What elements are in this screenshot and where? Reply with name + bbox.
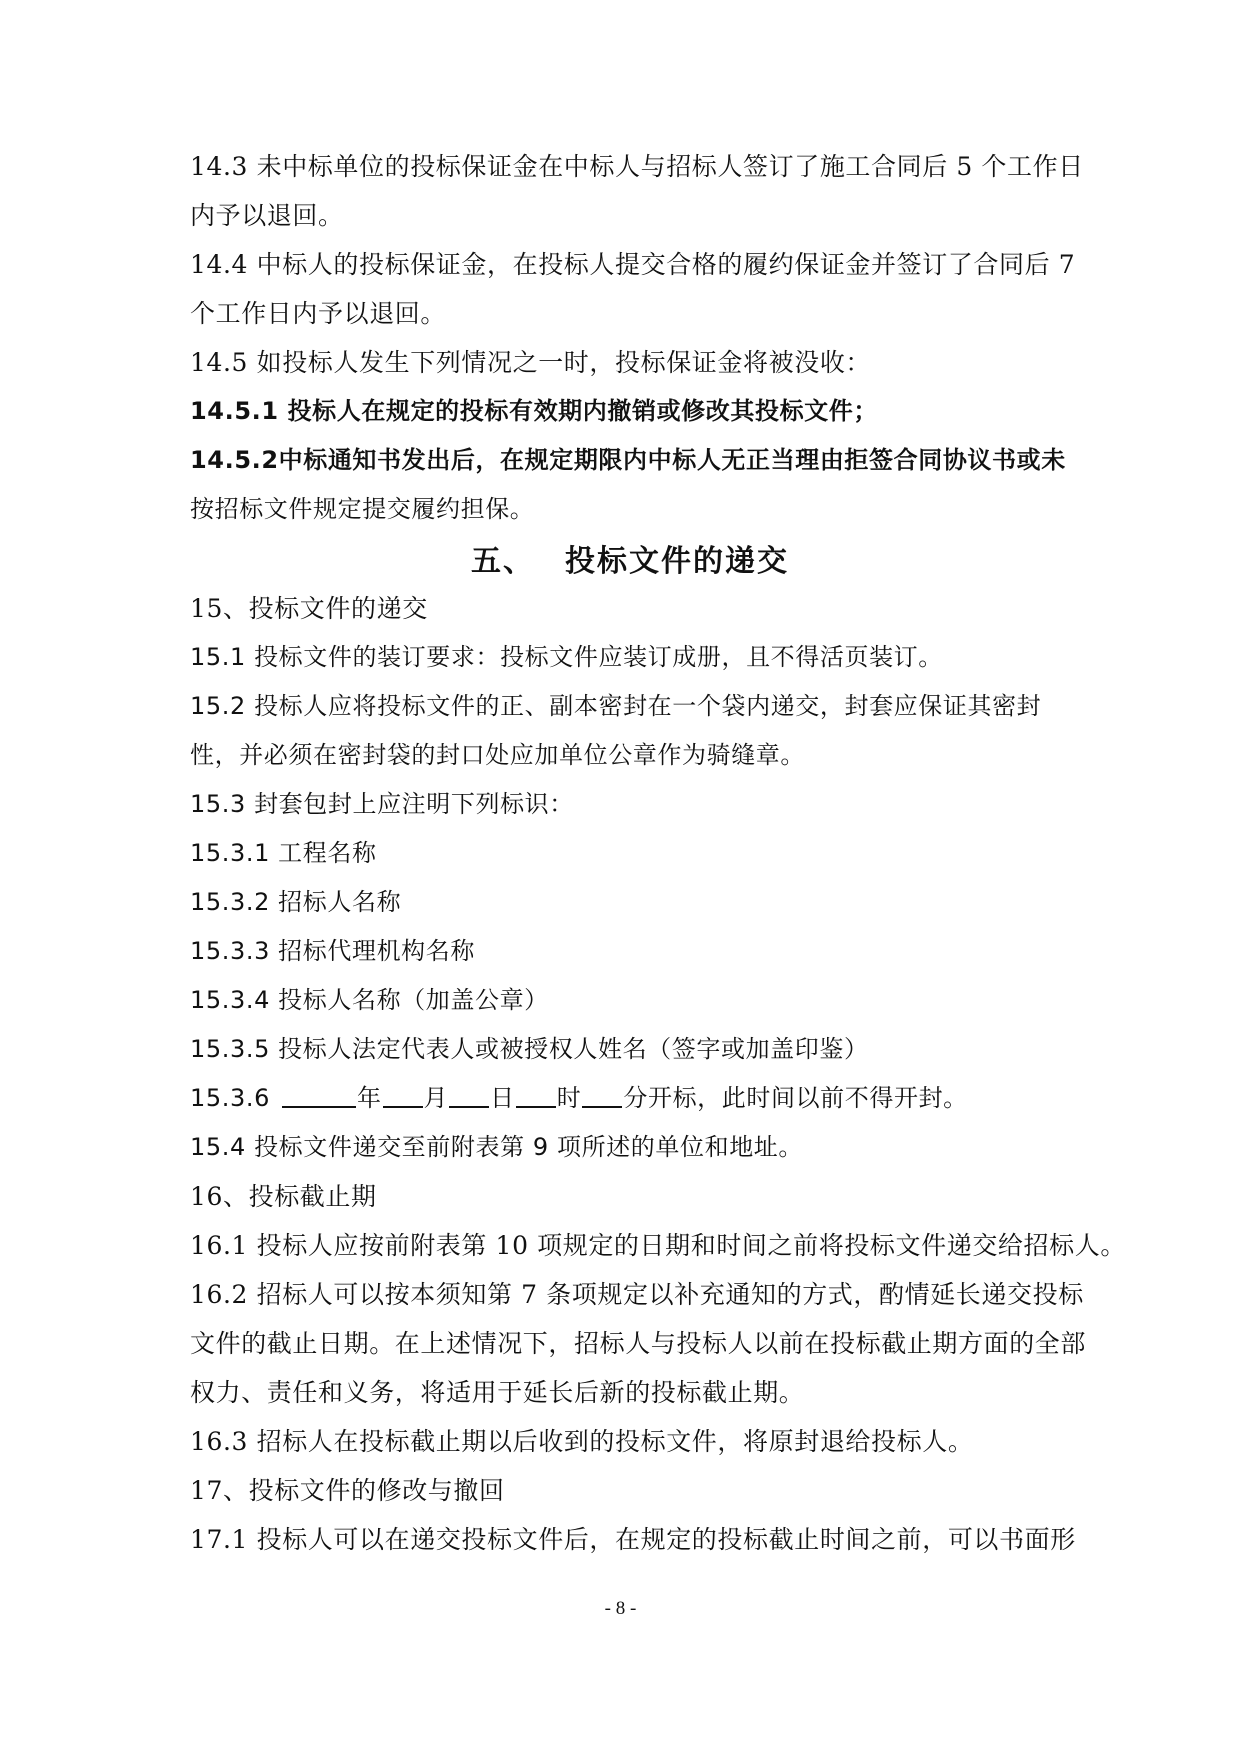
paragraph-16-title: 16、投标截止期 xyxy=(190,1182,377,1211)
paragraph-14-5-2-line-2: 按招标文件规定提交履约担保。 xyxy=(190,495,535,523)
day-label: 日 xyxy=(490,1084,515,1112)
year-blank xyxy=(282,1082,356,1108)
paragraph-14-4-line-1: 14.4 中标人的投标保证金，在投标人提交合格的履约保证金并签订了合同后 7 xyxy=(190,250,1076,279)
paragraph-15-3-1: 15.3.1 工程名称 xyxy=(190,839,377,867)
hour-blank xyxy=(516,1082,556,1108)
year-label: 年 xyxy=(356,1084,382,1112)
paragraph-16-3: 16.3 招标人在投标截止期以后收到的投标文件，将原封退给投标人。 xyxy=(190,1427,974,1456)
minute-label: 分开标，此时间以前不得开封。 xyxy=(623,1084,968,1112)
paragraph-14-5: 14.5 如投标人发生下列情况之一时，投标保证金将被没收： xyxy=(190,348,872,377)
paragraph-15-3-6 xyxy=(190,1074,1070,1123)
paragraph-16-2-line-1: 16.2 招标人可以按本须知第 7 条项规定以补充通知的方式，酌情延长递交投标 xyxy=(190,1280,1084,1309)
paragraph-15-3-5: 15.3.5 投标人法定代表人或被授权人姓名（签字或加盖印鉴） xyxy=(190,1035,869,1063)
hour-label: 时 xyxy=(556,1084,582,1112)
paragraph-15-3-2: 15.3.2 招标人名称 xyxy=(190,888,402,916)
paragraph-14-4-line-2: 个工作日内予以退回。 xyxy=(190,299,447,328)
section-heading-title: 投标文件的递交 xyxy=(565,544,789,579)
paragraph-14-3-line-1: 14.3 未中标单位的投标保证金在中标人与招标人签订了施工合同后 5 个工作日 xyxy=(190,152,1084,181)
paragraph-15-1: 15.1 投标文件的装订要求：投标文件应装订成册，且不得活页装订。 xyxy=(190,643,943,671)
paragraph-15-3: 15.3 封套包封上应注明下列标识： xyxy=(190,790,574,818)
month-blank xyxy=(383,1082,423,1108)
page-number: - 8 - xyxy=(604,1598,637,1619)
paragraph-15-3-6-number: 15.3.6 xyxy=(190,1084,270,1112)
paragraph-15-title: 15、投标文件的递交 xyxy=(190,594,428,623)
paragraph-15-4: 15.4 投标文件递交至前附表第 9 项所述的单位和地址。 xyxy=(190,1133,803,1161)
paragraph-16-1: 16.1 投标人应按前附表第 10 项规定的日期和时间之前将投标文件递交给招标人。 xyxy=(190,1231,1126,1260)
paragraph-15-3-4: 15.3.4 投标人名称（加盖公章） xyxy=(190,986,549,1014)
paragraph-14-3-line-2: 内予以退回。 xyxy=(190,201,344,230)
month-label: 月 xyxy=(423,1084,449,1112)
paragraph-14-5-2-line-1: 14.5.2中标通知书发出后，在规定期限内中标人无正当理由拒签合同协议书或未 xyxy=(190,446,1066,474)
page-body xyxy=(190,142,1126,1564)
paragraph-16-2-line-3: 权力、责任和义务，将适用于延长后新的投标截止期。 xyxy=(190,1378,805,1407)
day-blank xyxy=(449,1082,489,1108)
minute-blank xyxy=(582,1082,622,1108)
paragraph-17-title: 17、投标文件的修改与撤回 xyxy=(190,1476,505,1505)
section-heading-number: 五、 xyxy=(471,544,535,579)
section-heading xyxy=(190,534,1070,590)
paragraph-15-3-3: 15.3.3 招标代理机构名称 xyxy=(190,937,475,965)
paragraph-17-1: 17.1 投标人可以在递交投标文件后，在规定的投标截止时间之前，可以书面形 xyxy=(190,1525,1076,1554)
paragraph-15-2-line-2: 性，并必须在密封袋的封口处应加单位公章作为骑缝章。 xyxy=(190,741,805,769)
paragraph-16-2-line-2: 文件的截止日期。在上述情况下，招标人与投标人以前在投标截止期方面的全部 xyxy=(190,1329,1087,1358)
paragraph-15-2-line-1: 15.2 投标人应将投标文件的正、副本密封在一个袋内递交，封套应保证其密封 xyxy=(190,692,1042,720)
paragraph-14-5-1: 14.5.1 投标人在规定的投标有效期内撤销或修改其投标文件； xyxy=(190,397,878,425)
